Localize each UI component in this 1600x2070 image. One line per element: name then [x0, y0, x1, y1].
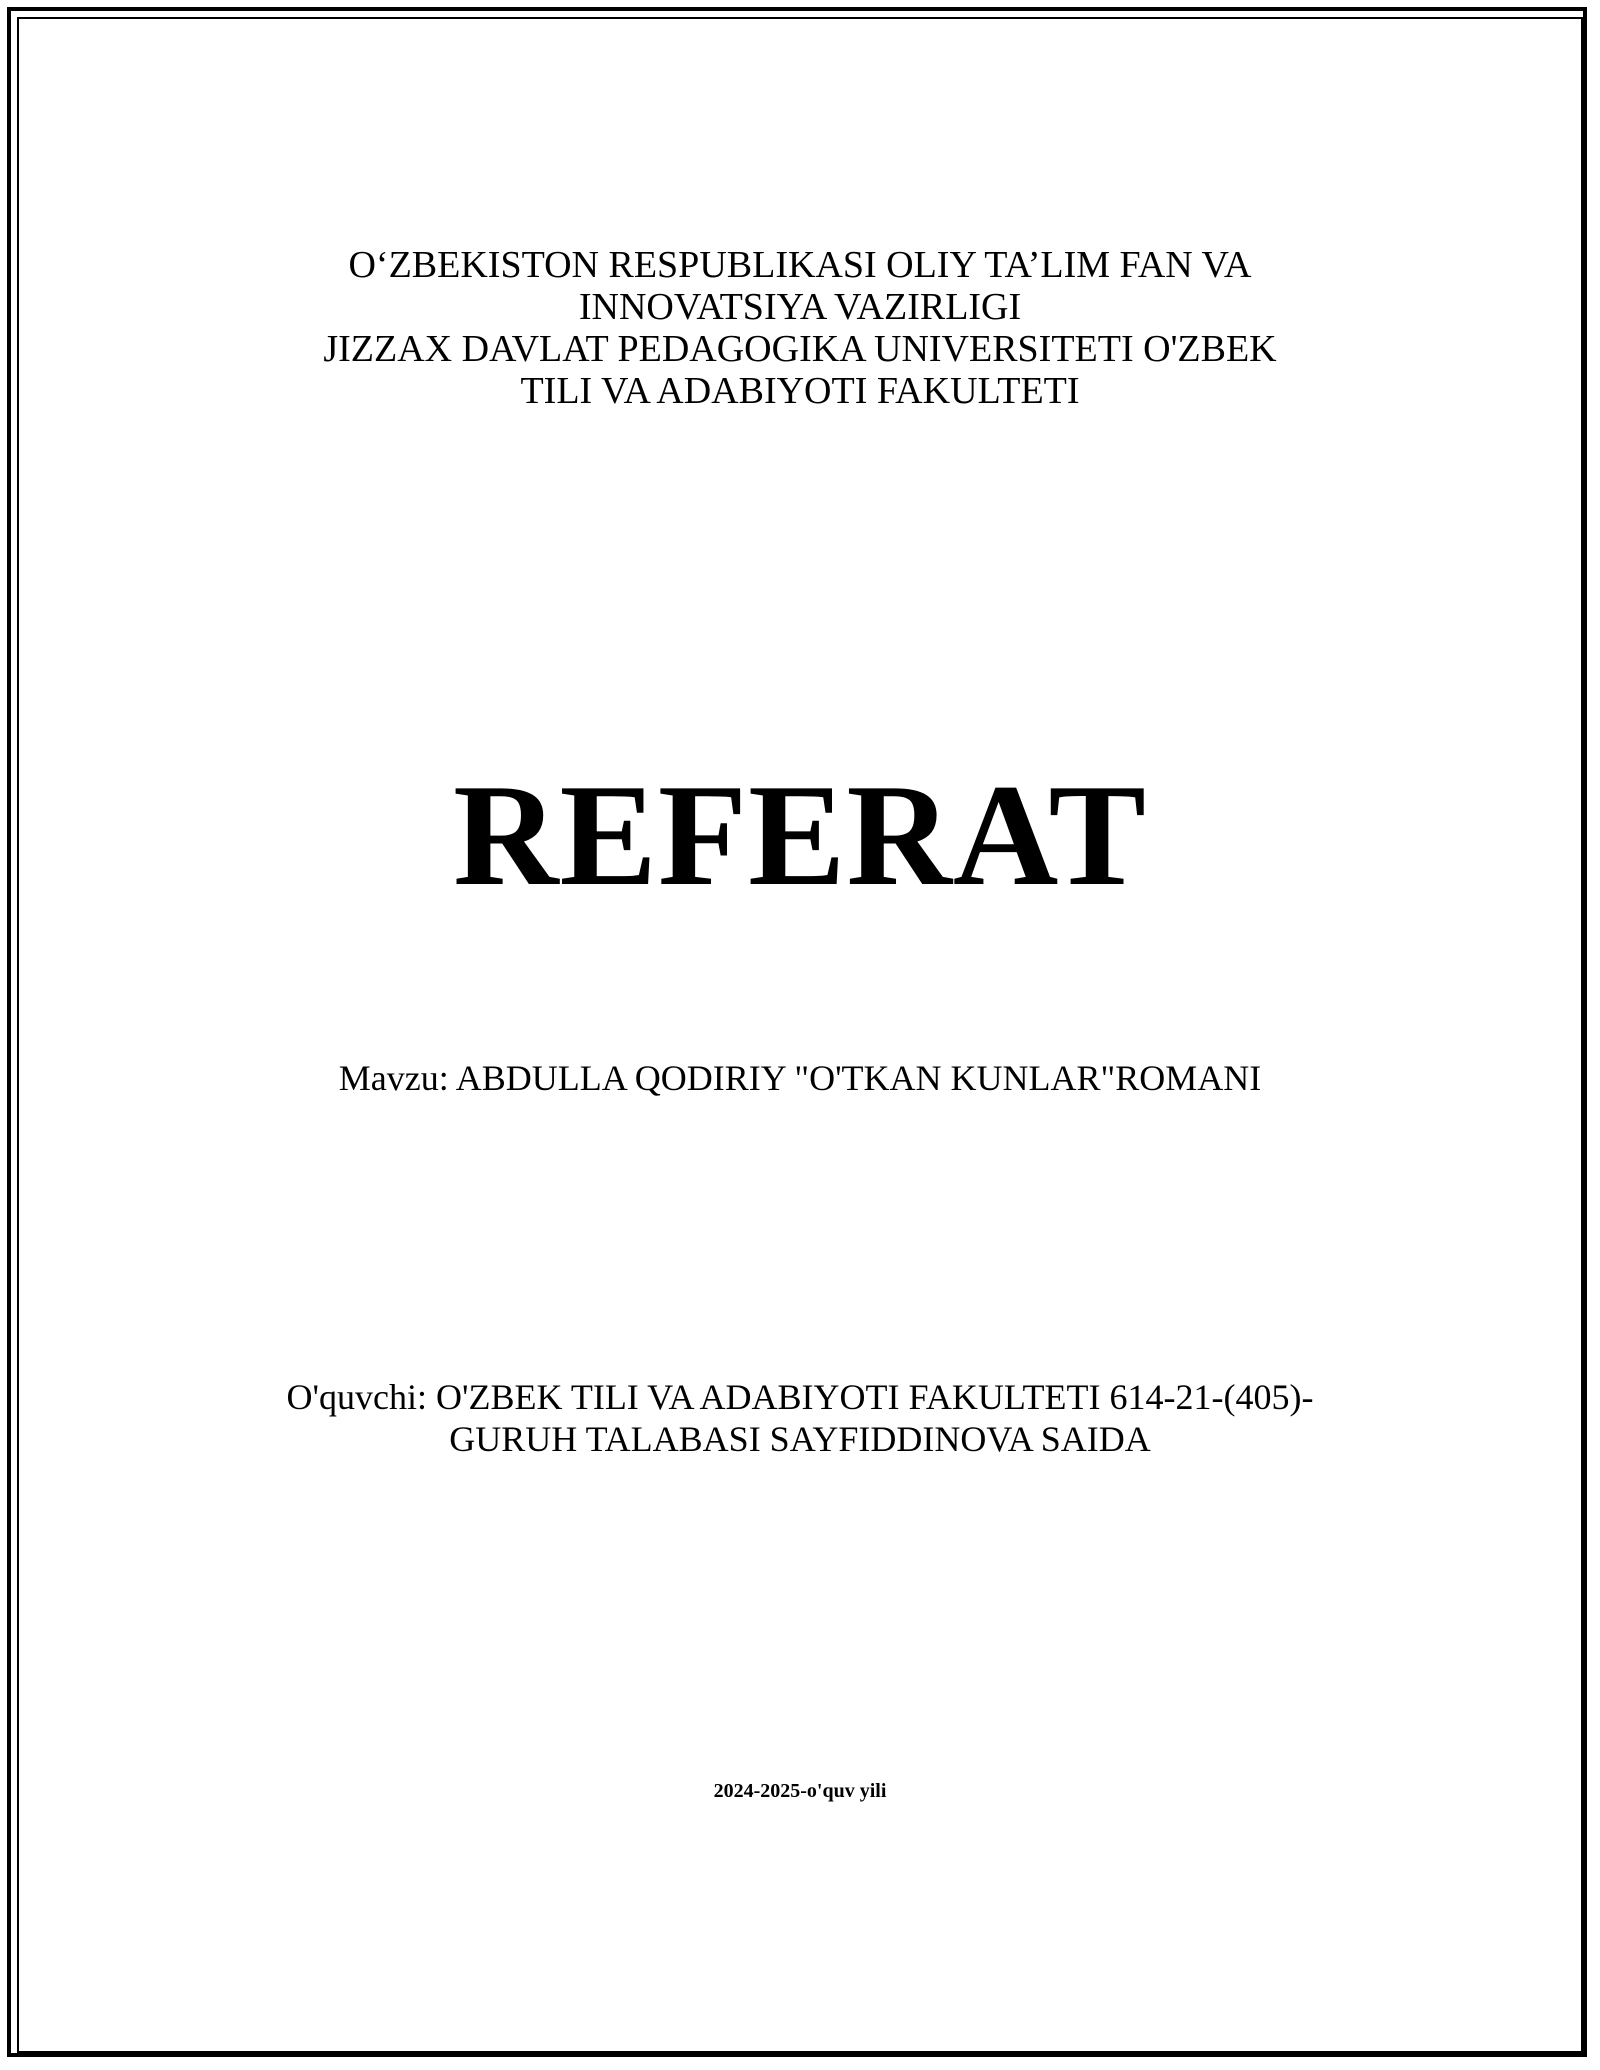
topic-line: Mavzu: ABDULLA QODIRIY "O'TKAN KUNLAR"ROMANI: [338, 1058, 1262, 1098]
ministry-header: [0, 244, 1600, 412]
document-title: REFERAT: [453, 754, 1147, 916]
student-line: GURUH TALABASI SAYFIDDINOVA SAIDA: [449, 1419, 1151, 1459]
header-line: INNOVATSIYA VAZIRLIGI: [578, 286, 1022, 328]
student-line: O'quvchi: O'ZBEK TILI VA ADABIYOTI FAKULTETI 614-21-(405)-: [286, 1377, 1314, 1417]
header-line: JIZZAX DAVLAT PEDAGOGIKA UNIVERSITETI O'ZBEK: [323, 328, 1277, 370]
student-info: [0, 1376, 1600, 1460]
academic-year: 2024-2025-o'quv yili: [713, 1780, 887, 1802]
header-line: TILI VA ADABIYOTI FAKULTETI: [520, 370, 1080, 412]
header-line: O‘ZBEKISTON RESPUBLIKASI OLIY TA’LIM FAN VA: [348, 244, 1252, 286]
